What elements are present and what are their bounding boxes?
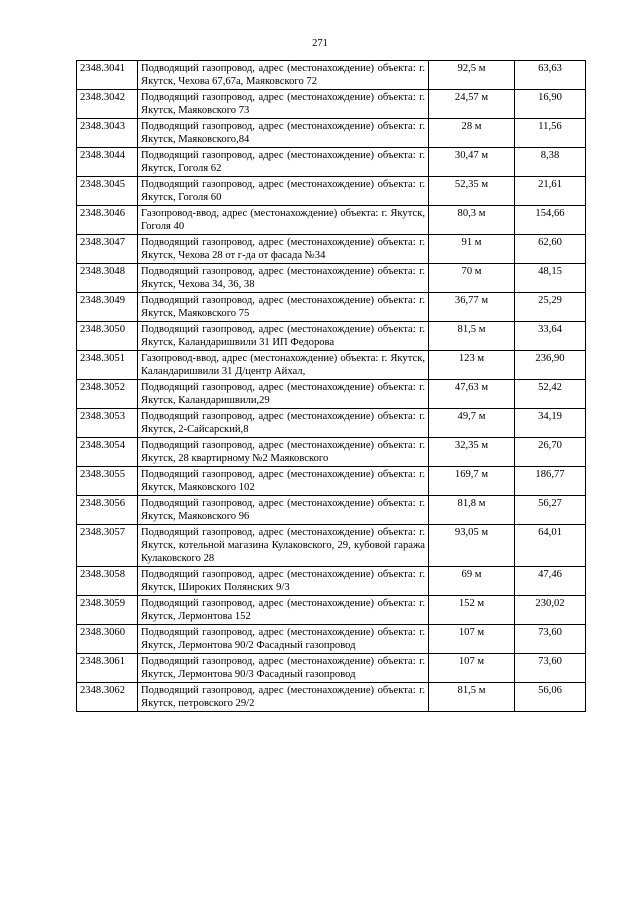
row-value-cell: 64,01 [515,525,586,567]
table-row [77,293,586,322]
row-value-cell: 56,06 [515,683,586,712]
row-description-cell: Подводящий газопровод, адрес (местонахождение) объекта: г. Якутск, Лермонтова 90/3 Фасадный газопровод [138,654,429,683]
row-code-cell: 2348.3051 [77,351,138,380]
row-description-cell: Подводящий газопровод, адрес (местонахождение) объекта: г. Якутск, Каландаришвили 31 ИП Федорова [138,322,429,351]
row-description-cell: Подводящий газопровод, адрес (местонахождение) объекта: г. Якутск, 2-Сайсарский,8 [138,409,429,438]
row-description-cell: Подводящий газопровод, адрес (местонахождение) объекта: г. Якутск, Чехова 28 от г-да от фасада №34 [138,235,429,264]
table-row [77,206,586,235]
row-code-cell: 2348.3057 [77,525,138,567]
row-code-cell: 2348.3050 [77,322,138,351]
row-length-cell: 152 м [429,596,515,625]
row-length-cell: 107 м [429,654,515,683]
row-description-cell: Подводящий газопровод, адрес (местонахождение) объекта: г. Якутск, петровского 29/2 [138,683,429,712]
row-code-cell: 2348.3048 [77,264,138,293]
row-code-cell: 2348.3061 [77,654,138,683]
row-code-cell: 2348.3056 [77,496,138,525]
row-value-cell: 52,42 [515,380,586,409]
row-code-cell: 2348.3060 [77,625,138,654]
table-row [77,322,586,351]
table-row [77,177,586,206]
row-code-cell: 2348.3046 [77,206,138,235]
row-value-cell: 236,90 [515,351,586,380]
row-description-cell: Подводящий газопровод, адрес (местонахождение) объекта: г. Якутск, Маяковского 102 [138,467,429,496]
row-value-cell: 8,38 [515,148,586,177]
table-row [77,119,586,148]
row-value-cell: 47,46 [515,567,586,596]
table-row [77,525,586,567]
row-code-cell: 2348.3062 [77,683,138,712]
row-code-cell: 2348.3047 [77,235,138,264]
row-description-cell: Газопровод-ввод, адрес (местонахождение) объекта: г. Якутск, Гоголя 40 [138,206,429,235]
table-row [77,467,586,496]
table-row [77,567,586,596]
table-row [77,380,586,409]
row-code-cell: 2348.3044 [77,148,138,177]
row-value-cell: 73,60 [515,625,586,654]
row-value-cell: 33,64 [515,322,586,351]
row-description-cell: Подводящий газопровод, адрес (местонахождение) объекта: г. Якутск, 28 квартирному №2 Маяковского [138,438,429,467]
row-description-cell: Газопровод-ввод, адрес (местонахождение) объекта: г. Якутск, Каландаришвили 31 Д/центр Айхал, [138,351,429,380]
table-row [77,235,586,264]
page-number: 271 [312,38,328,49]
row-length-cell: 24,57 м [429,90,515,119]
row-code-cell: 2348.3042 [77,90,138,119]
table-row [77,596,586,625]
table-row [77,61,586,90]
row-length-cell: 28 м [429,119,515,148]
row-length-cell: 80,3 м [429,206,515,235]
row-code-cell: 2348.3041 [77,61,138,90]
row-code-cell: 2348.3049 [77,293,138,322]
row-value-cell: 48,15 [515,264,586,293]
row-description-cell: Подводящий газопровод, адрес (местонахождение) объекта: г. Якутск, Чехова 34, 36, 38 [138,264,429,293]
table-row [77,654,586,683]
row-length-cell: 81,5 м [429,683,515,712]
row-length-cell: 92,5 м [429,61,515,90]
row-value-cell: 21,61 [515,177,586,206]
row-description-cell: Подводящий газопровод, адрес (местонахождение) объекта: г. Якутск, котельной магазина Кулаковского, 29, кубовой гаража Кулаковского 28 [138,525,429,567]
row-length-cell: 49,7 м [429,409,515,438]
registry-table [76,60,586,712]
row-code-cell: 2348.3054 [77,438,138,467]
row-length-cell: 30,47 м [429,148,515,177]
row-code-cell: 2348.3055 [77,467,138,496]
table-row [77,148,586,177]
table-row [77,683,586,712]
table-row [77,496,586,525]
table-row [77,264,586,293]
row-length-cell: 93,05 м [429,525,515,567]
row-length-cell: 169,7 м [429,467,515,496]
table-row [77,90,586,119]
row-value-cell: 186,77 [515,467,586,496]
row-length-cell: 47,63 м [429,380,515,409]
row-description-cell: Подводящий газопровод, адрес (местонахождение) объекта: г. Якутск, Гоголя 62 [138,148,429,177]
row-length-cell: 81,8 м [429,496,515,525]
table-row [77,351,586,380]
row-description-cell: Подводящий газопровод, адрес (местонахождение) объекта: г. Якутск, Маяковского 75 [138,293,429,322]
row-length-cell: 52,35 м [429,177,515,206]
row-value-cell: 154,66 [515,206,586,235]
table-row [77,625,586,654]
row-value-cell: 56,27 [515,496,586,525]
row-code-cell: 2348.3053 [77,409,138,438]
registry-table-body [77,61,586,712]
table-row [77,438,586,467]
row-value-cell: 230,02 [515,596,586,625]
row-value-cell: 73,60 [515,654,586,683]
row-description-cell: Подводящий газопровод, адрес (местонахождение) объекта: г. Якутск, Лермонтова 90/2 Фасадный газопровод [138,625,429,654]
row-length-cell: 107 м [429,625,515,654]
row-description-cell: Подводящий газопровод, адрес (местонахождение) объекта: г. Якутск, Маяковского,84 [138,119,429,148]
row-value-cell: 34,19 [515,409,586,438]
row-value-cell: 26,70 [515,438,586,467]
row-value-cell: 11,56 [515,119,586,148]
row-length-cell: 70 м [429,264,515,293]
row-code-cell: 2348.3058 [77,567,138,596]
row-description-cell: Подводящий газопровод, адрес (местонахождение) объекта: г. Якутск, Широких Полянских 9/3 [138,567,429,596]
row-code-cell: 2348.3059 [77,596,138,625]
row-description-cell: Подводящий газопровод, адрес (местонахождение) объекта: г. Якутск, Гоголя 60 [138,177,429,206]
row-value-cell: 25,29 [515,293,586,322]
row-code-cell: 2348.3043 [77,119,138,148]
row-description-cell: Подводящий газопровод, адрес (местонахождение) объекта: г. Якутск, Маяковского 96 [138,496,429,525]
row-length-cell: 36,77 м [429,293,515,322]
row-length-cell: 69 м [429,567,515,596]
row-value-cell: 16,90 [515,90,586,119]
row-description-cell: Подводящий газопровод, адрес (местонахождение) объекта: г. Якутск, Каландаришвили,29 [138,380,429,409]
row-length-cell: 91 м [429,235,515,264]
row-length-cell: 81,5 м [429,322,515,351]
row-description-cell: Подводящий газопровод, адрес (местонахождение) объекта: г. Якутск, Маяковского 73 [138,90,429,119]
row-value-cell: 63,63 [515,61,586,90]
row-length-cell: 32,35 м [429,438,515,467]
row-code-cell: 2348.3045 [77,177,138,206]
row-length-cell: 123 м [429,351,515,380]
row-description-cell: Подводящий газопровод, адрес (местонахождение) объекта: г. Якутск, Чехова 67,67а, Маяковского 72 [138,61,429,90]
row-code-cell: 2348.3052 [77,380,138,409]
row-value-cell: 62,60 [515,235,586,264]
table-row [77,409,586,438]
row-description-cell: Подводящий газопровод, адрес (местонахождение) объекта: г. Якутск, Лермонтова 152 [138,596,429,625]
